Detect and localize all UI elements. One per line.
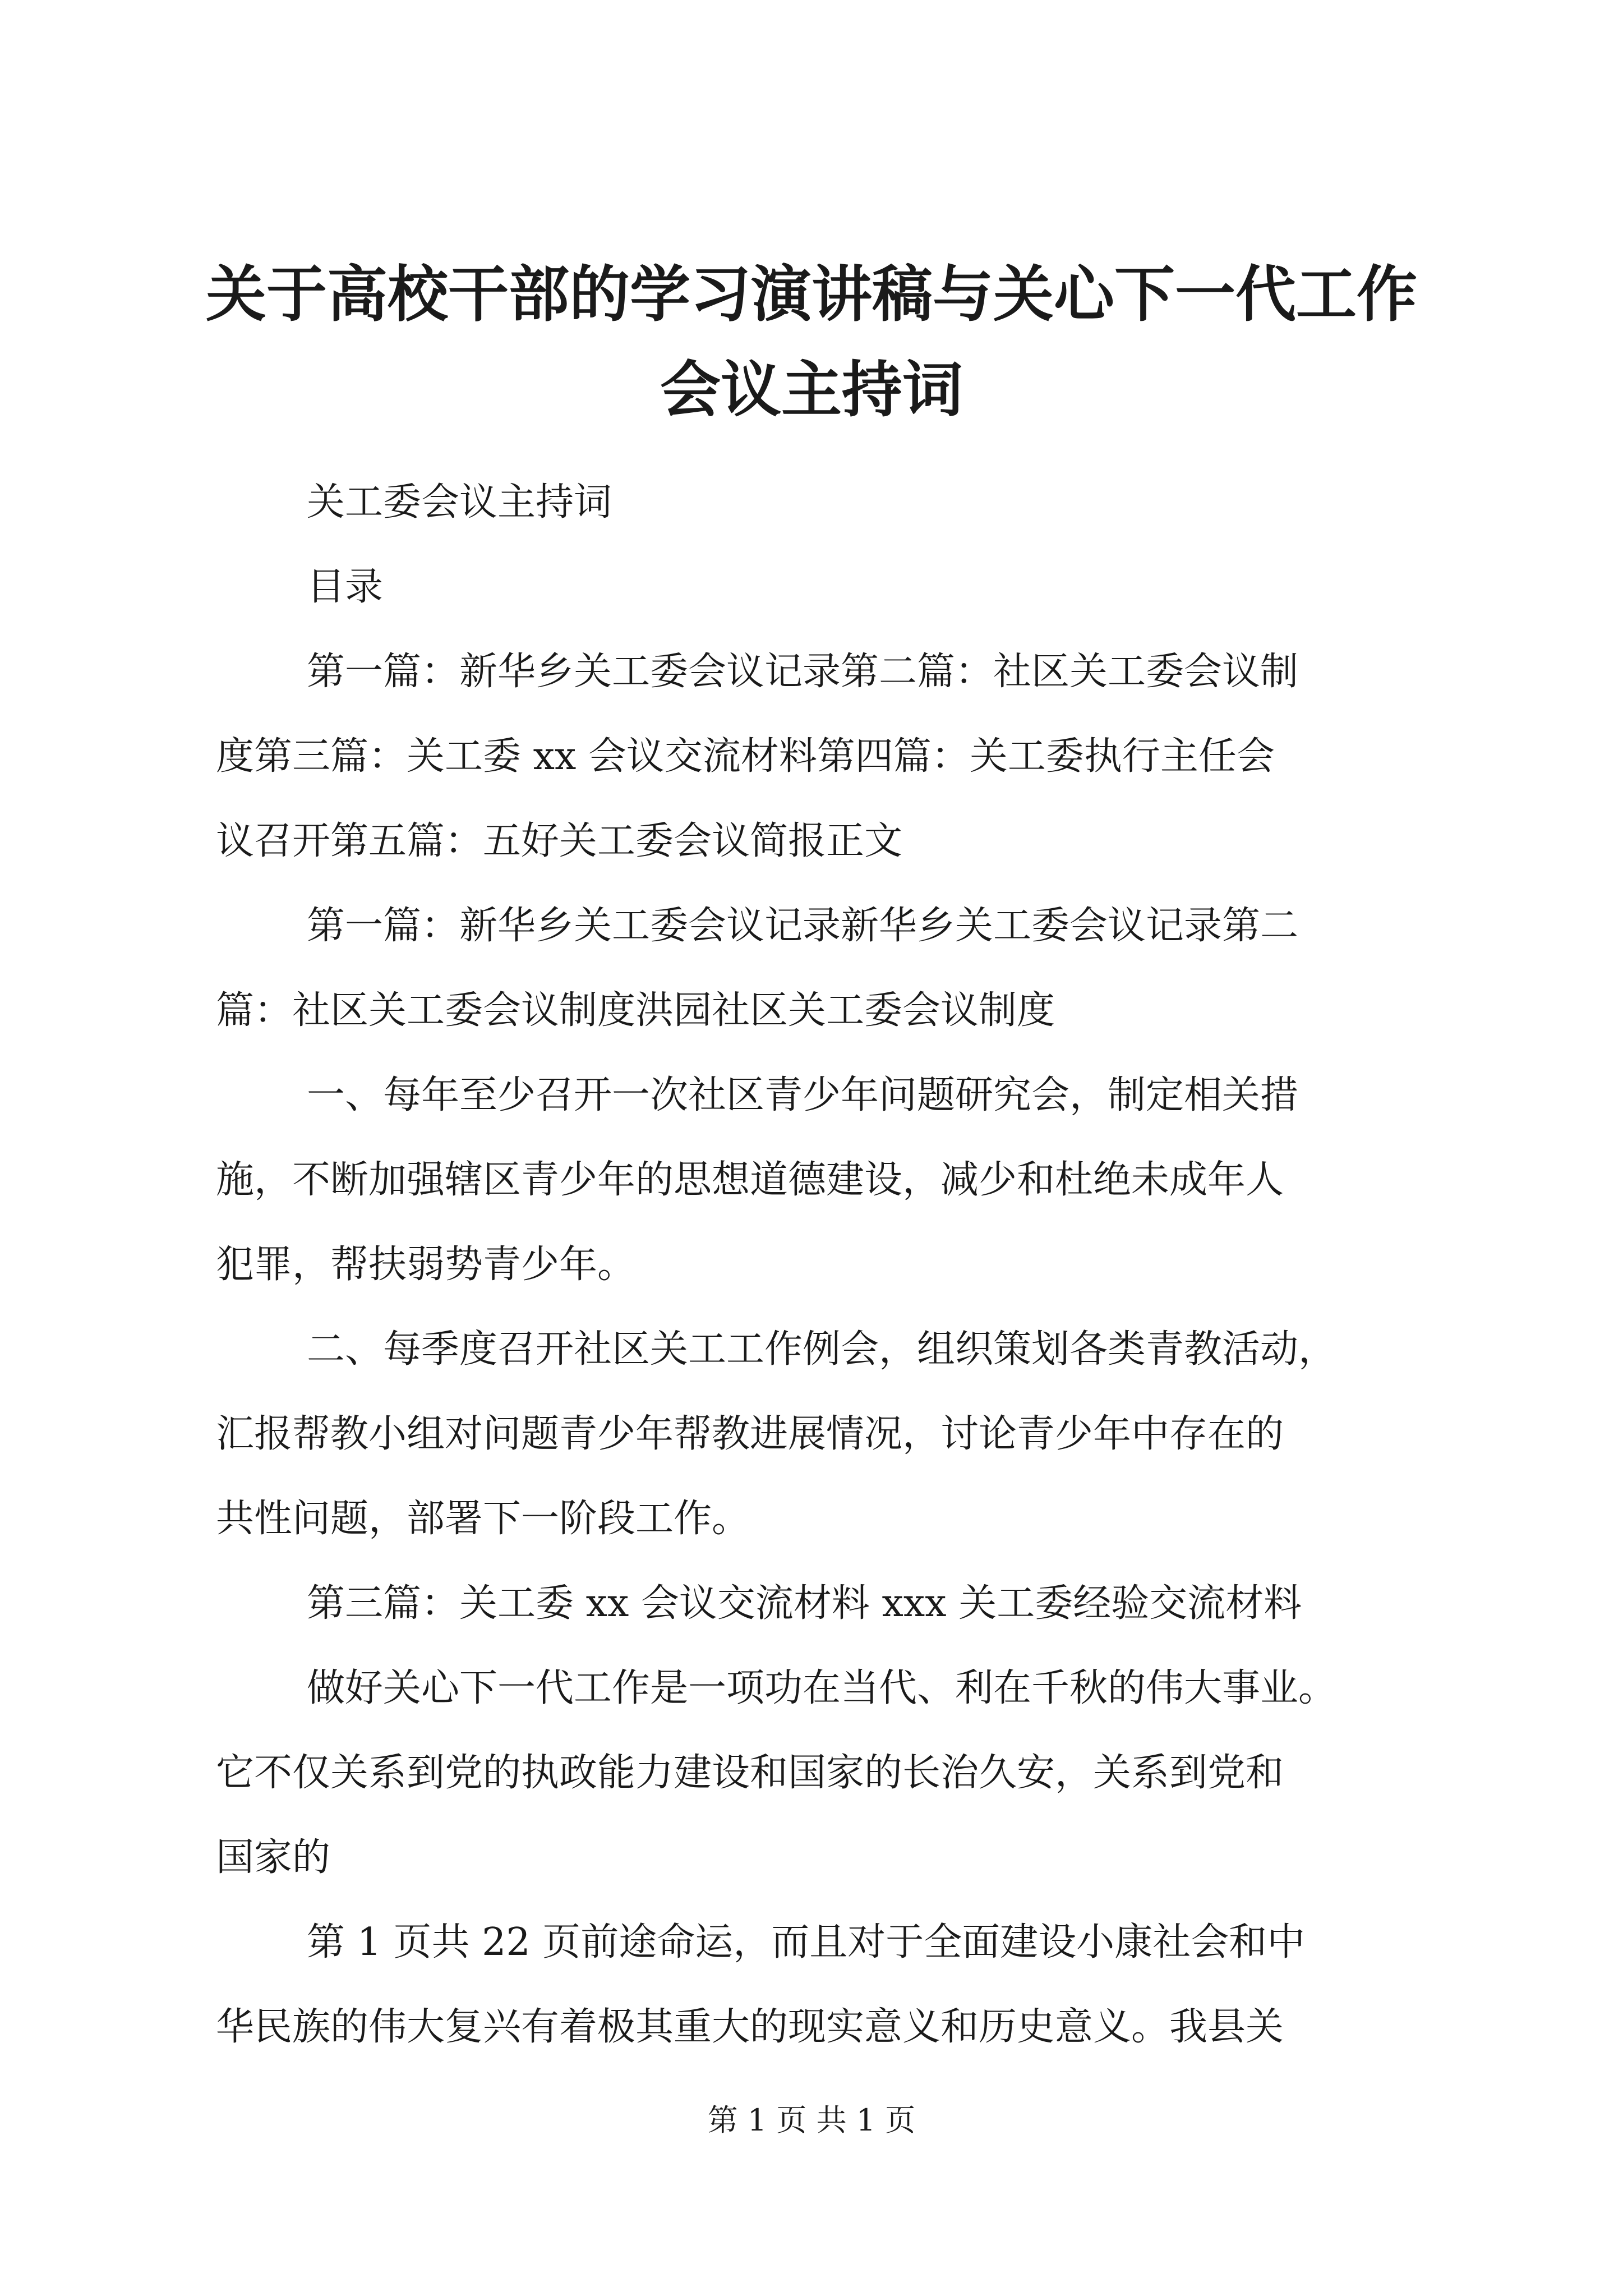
body-line: 关工委会议主持词 [307, 480, 612, 524]
body-line: 汇报帮教小组对问题青少年帮教进展情况，讨论青少年中存在的 [216, 1412, 1284, 1456]
body-line: 做好关心下一代工作是一项功在当代、利在千秋的伟大事业。 [307, 1666, 1337, 1710]
body-line: 国家的 [216, 1835, 331, 1880]
body-line: 第一篇：新华乡关工委会议记录新华乡关工委会议记录第二 [307, 904, 1299, 948]
title-line-1: 关于高校干部的学习演讲稿与关心下一代工作 [205, 259, 1417, 330]
title-line-2: 会议主持词 [660, 355, 963, 425]
body-line: 第 1 页共 22 页前途命运，而且对于全面建设小康社会和中 [307, 1920, 1306, 1964]
document-title [185, 247, 1438, 438]
body-line: 第一篇：新华乡关工委会议记录第二篇：社区关工委会议制 [307, 650, 1299, 694]
body-line: 篇：社区关工委会议制度洪园社区关工委会议制度 [216, 988, 1055, 1033]
body-line: 施，不断加强辖区青少年的思想道德建设，减少和杜绝未成年人 [216, 1158, 1284, 1202]
body-line: 犯罪，帮扶弱势青少年。 [216, 1243, 636, 1287]
body-line: 目录 [307, 565, 384, 609]
body-line: 一、每年至少召开一次社区青少年问题研究会，制定相关措 [307, 1073, 1299, 1117]
body-line: 华民族的伟大复兴有着极其重大的现实意义和历史意义。我县关 [216, 2005, 1284, 2049]
body-line: 度第三篇：关工委 xx 会议交流材料第四篇：关工委执行主任会 [216, 734, 1275, 779]
body-line: 它不仅关系到党的执政能力建设和国家的长治久安，关系到党和 [216, 1751, 1284, 1795]
page-footer: 第 1 页 共 1 页 [707, 2102, 916, 2138]
body-line: 共性问题，部署下一阶段工作。 [216, 1497, 750, 1541]
body-line: 议召开第五篇：五好关工委会议简报正文 [216, 819, 903, 863]
body-line: 第三篇：关工委 xx 会议交流材料 xxx 关工委经验交流材料 [307, 1581, 1302, 1626]
document-body [216, 460, 1413, 2069]
body-line: 二、每季度召开社区关工工作例会，组织策划各类青教活动， [307, 1327, 1337, 1372]
